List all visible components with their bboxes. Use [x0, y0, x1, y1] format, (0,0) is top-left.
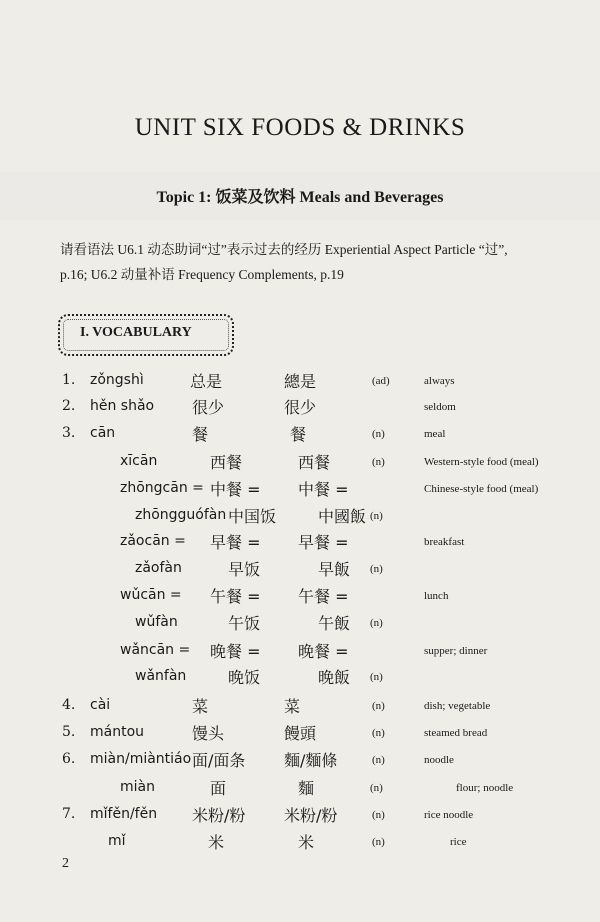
vocab-traditional: 米粉/粉	[284, 806, 338, 825]
vocab-number: 4.	[62, 697, 76, 713]
vocab-pinyin: zǎocān =	[120, 533, 186, 549]
vocab-traditional: 麵	[298, 779, 315, 798]
vocab-pinyin: zhōngguófàn	[135, 507, 227, 523]
vocab-number: 1.	[62, 372, 76, 388]
vocab-simplified: 晚饭	[228, 668, 261, 687]
vocab-pinyin: mǐfěn/fěn	[90, 806, 158, 822]
vocab-traditional: 米	[298, 833, 315, 852]
vocabulary-section-label: I. VOCABULARY	[80, 325, 192, 340]
vocab-gloss: noodle	[424, 754, 454, 766]
vocab-simplified: 早餐 =	[210, 533, 261, 552]
vocab-simplified: 餐	[192, 425, 209, 444]
vocab-part-of-speech: (n)	[372, 836, 385, 848]
vocab-pinyin: hěn shǎo	[90, 398, 155, 414]
vocab-pinyin: miàn/miàntiáo	[90, 751, 192, 767]
vocab-simplified: 西餐	[210, 453, 243, 472]
vocab-simplified: 中餐 =	[210, 480, 261, 499]
grammar-note-line-1: 请看语法 U6.1 动态助词“过”表示过去的经历 Experiential Aspect Particle “过”,	[60, 242, 508, 257]
vocab-pinyin: wǔcān =	[120, 587, 182, 603]
vocab-simplified: 面	[210, 779, 227, 798]
vocab-part-of-speech: (n)	[370, 671, 383, 683]
vocab-simplified: 菜	[192, 697, 209, 716]
vocab-traditional: 午餐 =	[298, 587, 349, 606]
vocab-part-of-speech: (n)	[372, 456, 385, 468]
vocab-gloss: breakfast	[424, 536, 465, 548]
vocab-part-of-speech: (n)	[372, 754, 385, 766]
vocab-pinyin: cān	[90, 425, 116, 441]
vocab-traditional: 麵/麵條	[284, 751, 338, 770]
vocab-traditional: 餐	[290, 425, 307, 444]
topic-heading: Topic 1: 饭菜及饮料 Meals and Beverages	[156, 189, 444, 206]
vocab-pinyin: miàn	[120, 779, 155, 795]
vocab-pinyin: xīcān	[120, 453, 158, 469]
vocab-simplified: 面/面条	[192, 751, 246, 770]
vocab-gloss: flour; noodle	[456, 782, 514, 794]
vocab-traditional: 西餐	[298, 453, 331, 472]
vocab-part-of-speech: (n)	[372, 700, 385, 712]
vocab-traditional: 午飯	[318, 614, 351, 633]
vocab-part-of-speech: (ad)	[372, 375, 390, 387]
vocab-traditional: 早餐 =	[298, 533, 349, 552]
vocab-traditional: 很少	[284, 398, 317, 417]
vocab-simplified: 馒头	[192, 724, 225, 743]
vocab-pinyin: zǎofàn	[135, 560, 182, 576]
vocab-gloss: rice	[450, 836, 467, 848]
vocab-traditional: 中餐 =	[298, 480, 349, 499]
vocab-number: 3.	[62, 425, 76, 441]
vocab-pinyin: wǔfàn	[135, 614, 178, 630]
vocab-gloss: steamed bread	[424, 727, 488, 739]
vocab-traditional: 菜	[284, 697, 301, 716]
vocab-pinyin: mǐ	[108, 833, 126, 849]
vocab-traditional: 早飯	[318, 560, 351, 579]
vocab-part-of-speech: (n)	[370, 782, 383, 794]
page-number: 2	[62, 856, 69, 871]
vocab-part-of-speech: (n)	[370, 563, 383, 575]
vocab-simplified: 午餐 =	[210, 587, 261, 606]
vocab-part-of-speech: (n)	[372, 428, 385, 440]
vocab-simplified: 午饭	[228, 614, 261, 633]
vocab-traditional: 晚餐 =	[298, 642, 349, 661]
vocab-part-of-speech: (n)	[372, 809, 385, 821]
vocab-gloss: Chinese-style food (meal)	[424, 483, 539, 495]
vocab-number: 7.	[62, 806, 76, 822]
vocab-pinyin: zhōngcān =	[120, 480, 204, 496]
vocab-traditional: 晚飯	[318, 668, 351, 687]
vocab-simplified: 米粉/粉	[192, 806, 246, 825]
grammar-note-line-2: p.16; U6.2 动量补语 Frequency Complements, p.19	[60, 267, 344, 282]
vocab-simplified: 早饭	[228, 560, 261, 579]
vocab-number: 5.	[62, 724, 76, 740]
vocab-pinyin: wǎnfàn	[135, 668, 187, 684]
vocab-traditional: 中國飯	[318, 507, 367, 526]
vocab-simplified: 很少	[192, 398, 225, 417]
vocab-number: 2.	[62, 398, 76, 414]
vocab-gloss: rice noodle	[424, 809, 474, 821]
vocab-simplified: 中国饭	[228, 507, 277, 526]
vocab-gloss: always	[424, 375, 455, 387]
vocab-gloss: dish; vegetable	[424, 700, 491, 712]
unit-title: UNIT SIX FOODS & DRINKS	[134, 114, 466, 141]
vocab-number: 6.	[62, 751, 76, 767]
vocab-gloss: seldom	[424, 401, 456, 413]
vocab-part-of-speech: (n)	[372, 727, 385, 739]
vocab-part-of-speech: (n)	[370, 510, 383, 522]
vocab-part-of-speech: (n)	[370, 617, 383, 629]
vocab-pinyin: cài	[90, 697, 111, 713]
vocab-gloss: Western-style food (meal)	[424, 456, 539, 468]
vocab-gloss: lunch	[424, 590, 449, 602]
vocab-simplified: 米	[208, 833, 225, 852]
vocab-simplified: 晚餐 =	[210, 642, 261, 661]
vocab-traditional: 總是	[284, 372, 317, 391]
vocab-pinyin: zǒngshì	[90, 372, 144, 388]
vocab-traditional: 饅頭	[284, 724, 317, 743]
vocab-gloss: supper; dinner	[424, 645, 488, 657]
vocab-simplified: 总是	[190, 372, 223, 391]
vocab-gloss: meal	[424, 428, 446, 440]
vocab-pinyin: wǎncān =	[120, 642, 191, 658]
vocab-pinyin: mántou	[90, 724, 145, 740]
